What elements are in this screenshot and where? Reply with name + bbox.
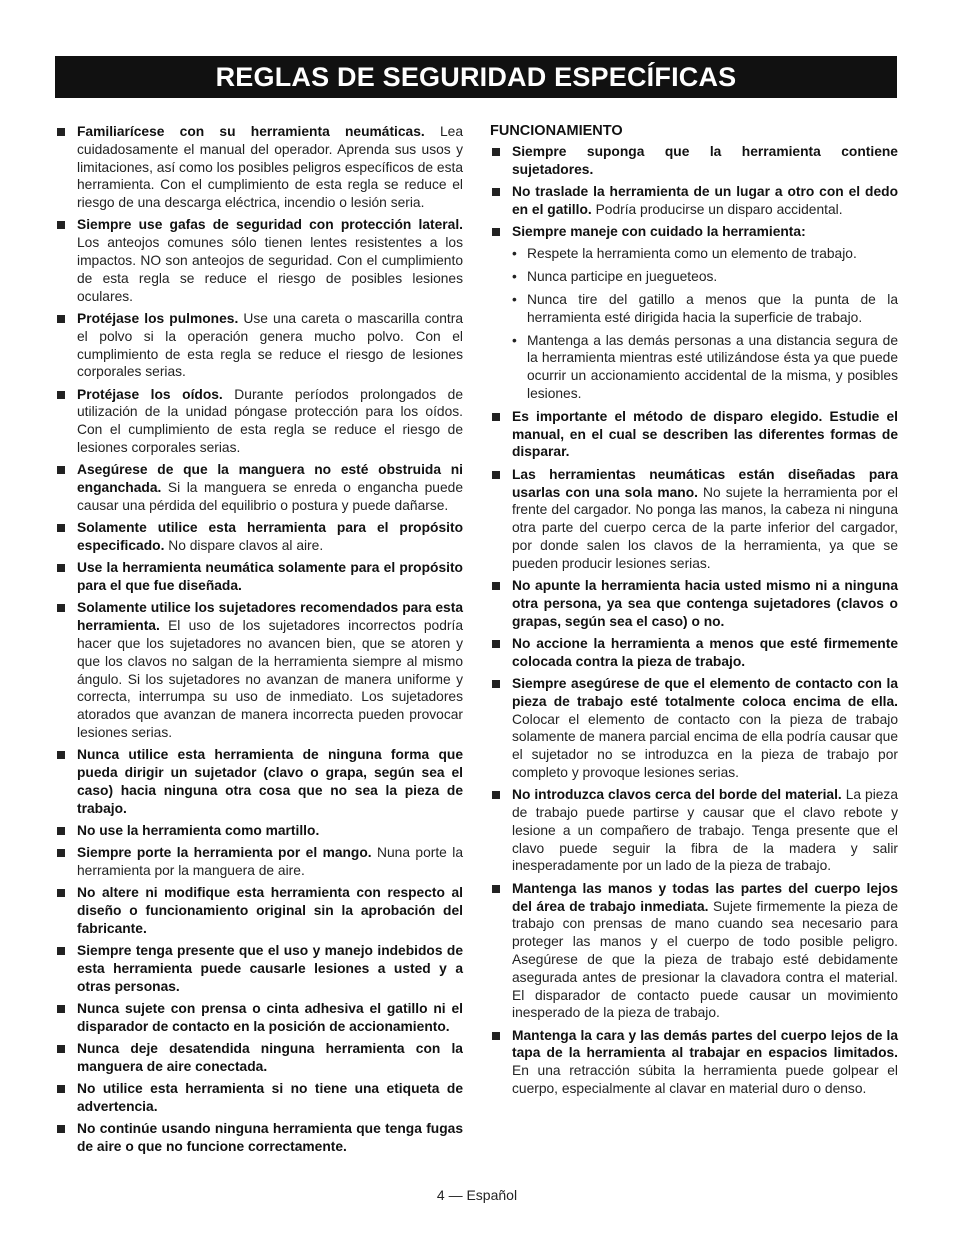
rule-bold-text: Nunca deje desatendida ninguna herramienta con la manguera de aire conectada. xyxy=(77,1041,463,1075)
rule-bold-text: No introduzca clavos cerca del borde del material. xyxy=(512,787,842,803)
rule-bold-text: Asegúrese de que la manguera no esté obstruida ni enganchada. xyxy=(77,462,463,496)
rule-text: Durante períodos prolongados de utilización de la unidad póngase protección para los oídos. Con el cumplimiento de esta regla se reduce el riesgo de lesiones corporales serias. xyxy=(77,386,463,456)
safety-rule xyxy=(55,1120,463,1156)
rule-bold-text: Siempre suponga que la herramienta contiene sujetadores. xyxy=(512,144,898,177)
safety-rule xyxy=(490,635,898,671)
safety-rule xyxy=(55,216,463,305)
rule-bold-text: Use la herramienta neumática solamente para el propósito para el que fue diseñada. xyxy=(77,560,463,594)
rule-bold-text: Protéjase los oídos. xyxy=(77,386,223,402)
rule-bold-text: No use la herramienta como martillo. xyxy=(77,822,320,838)
safety-rule xyxy=(55,822,463,840)
rule-bold-text: Familiarícese con su herramienta neumáticas. xyxy=(77,124,425,139)
square-bullet-icon xyxy=(57,128,65,136)
sub-rule xyxy=(490,291,898,327)
rule-bold-text: Siempre use gafas de seguridad con protección lateral. xyxy=(77,217,463,233)
square-bullet-icon xyxy=(492,148,500,156)
square-bullet-icon xyxy=(492,188,500,196)
square-bullet-icon xyxy=(57,1125,65,1133)
rule-text: En una retracción súbita la herramienta puede golpear el cuerpo, especialmente al clavar en material duro o denso. xyxy=(512,1063,898,1097)
square-bullet-icon xyxy=(57,1085,65,1093)
square-bullet-icon xyxy=(492,471,500,479)
rule-text: Colocar el elemento de contacto con la pieza de trabajo solamente de manera parcial encima de ella podría causar que el sujetador no se introduzca en la pieza de trabajo por completo y provoque lesiones serias. xyxy=(512,711,898,780)
square-bullet-icon xyxy=(492,680,500,688)
square-bullet-icon xyxy=(492,413,500,421)
rule-text: Lea cuidadosamente el manual del operador. Aprenda sus usos y limitaciones, así como los posibles peligros específicos de esta herramienta. Con el cumplimiento de esta regla se reduce el riesgo de una descarga eléctrica, incendio o lesión seria. xyxy=(77,124,463,211)
square-bullet-icon xyxy=(57,1005,65,1013)
rule-bold-text: Solamente utilice esta herramienta para el propósito especificado. xyxy=(77,520,463,554)
rule-bold-text: Mantenga la cara y las demás partes del cuerpo lejos de la tapa de la herramienta al trabajar en espacios limitados. xyxy=(512,1027,898,1061)
square-bullet-icon xyxy=(57,524,65,532)
safety-rule xyxy=(55,559,463,595)
rule-text: Si la manguera se enreda o engancha puede causar una pérdida del equilibrio o postura y puede dañarse. xyxy=(77,480,463,513)
square-bullet-icon xyxy=(57,466,65,474)
page-footer: 4 — Español xyxy=(436,1187,518,1203)
rule-text: La pieza de trabajo puede partirse y causar que el clavo rebote y lesione a un compañero de trabajo. Tenga presente que el clavo puede seguir la fibra de la madera y salir inesperadamente por un lado de la pieza de trabajo. xyxy=(512,787,898,874)
safety-rule xyxy=(490,408,898,461)
square-bullet-icon xyxy=(492,1032,500,1040)
rule-text: No sujete la herramienta por el frente del cargador. No ponga las manos, la cabeza ni ninguna otra parte del cuerpo cerca de la parte inferior del cargador, por donde salen los clavos de la herramienta, ya que se pueden producir lesiones serias. xyxy=(512,484,898,571)
safety-rule xyxy=(490,577,898,630)
dot-bullet-icon: • xyxy=(512,269,517,285)
rule-bold-text: No altere ni modifique esta herramienta con respecto al diseño o funcionamiento original sin la aprobación del fabricante. xyxy=(77,885,463,936)
safety-rule xyxy=(490,1027,898,1098)
rule-bold-text: Nunca utilice esta herramienta de ninguna forma que pueda dirigir un sujetador (clavo o grapa, según sea el caso) hacia ninguna otra cosa que no sea la pieza de trabajo. xyxy=(77,747,463,816)
square-bullet-icon xyxy=(57,889,65,897)
page-title: REGLAS DE SEGURIDAD ESPECÍFICAS xyxy=(215,61,737,92)
rule-bold-text: Siempre asegúrese de que el elemento de contacto con la pieza de trabajo esté totalmente coloca encima de ella. xyxy=(512,676,898,709)
safety-rule xyxy=(490,143,898,179)
sub-rule xyxy=(490,245,898,263)
square-bullet-icon xyxy=(57,947,65,955)
square-bullet-icon xyxy=(492,228,500,236)
rule-bold-text: Solamente utilice los sujetadores recomendados para esta herramienta. xyxy=(77,600,463,634)
square-bullet-icon xyxy=(57,315,65,323)
sub-rule-text: Nunca tire del gatillo a menos que la punta de la herramienta esté dirigida hacia la superficie de trabajo. xyxy=(527,292,898,325)
square-bullet-icon xyxy=(57,751,65,759)
safety-rule xyxy=(55,884,463,937)
rule-text: El uso de los sujetadores incorrectos podría hacer que los sujetadores no avancen bien, que se atoren y que los clavos no salgan de la herramienta siempre al mismo ángulo. Si los sujetadores no avanzan de manera uniforme y correcta, interrumpa su uso de inmediato. Los sujetadores atorados que avanzan de manera incorrecta pueden provocar lesiones serias. xyxy=(77,618,463,740)
square-bullet-icon xyxy=(492,582,500,590)
safety-rule xyxy=(55,461,463,514)
safety-rule xyxy=(55,1080,463,1116)
safety-rule xyxy=(490,223,898,241)
safety-rule xyxy=(490,183,898,219)
sub-rule-text: Respete la herramienta como un elemento de trabajo. xyxy=(527,246,857,262)
rule-bold-text: Nunca sujete con prensa o cinta adhesiva el gatillo ni el disparador de contacto en la posición de accionamiento. xyxy=(77,1001,463,1034)
rule-bold-text: Protéjase los pulmones. xyxy=(77,310,239,326)
rule-text: Nuna porte la herramienta por la manguera de aire. xyxy=(77,845,463,879)
rule-bold-text: No apunte la herramienta hacia usted mismo ni a ninguna otra persona, ya sea que contenga sujetadores (clavos o grapas, según sea el caso) o no. xyxy=(512,578,898,629)
sub-rule xyxy=(490,332,898,403)
rule-bold-text: Siempre maneje con cuidado la herramienta: xyxy=(512,224,806,240)
rule-bold-text: Siempre porte la herramienta por el mango. xyxy=(77,845,372,861)
left-column xyxy=(55,123,463,1161)
sub-rule xyxy=(490,268,898,286)
square-bullet-icon xyxy=(57,827,65,835)
rule-bold-text: Es importante el método de disparo elegido. Estudie el manual, en el cual se describen las diferentes formas de disparar. xyxy=(512,408,898,460)
safety-rule xyxy=(55,310,463,381)
sub-rule-text: Mantenga a las demás personas a una distancia segura de la herramienta mientras esté utilizándose ésta ya que puede ocurrir un accionamiento accidental de la misma, y posibles lesiones. xyxy=(527,332,898,402)
rule-bold-text: No accione la herramienta a menos que esté firmemente colocada contra la pieza de trabajo. xyxy=(512,635,898,669)
rule-bold-text: No utilice esta herramienta si no tiene una etiqueta de advertencia. xyxy=(77,1081,463,1115)
square-bullet-icon xyxy=(57,221,65,229)
square-bullet-icon xyxy=(492,640,500,648)
safety-rule xyxy=(490,466,898,573)
safety-rule xyxy=(55,746,463,817)
rule-bold-text: Las herramientas neumáticas están diseñadas para usarlas con una sola mano. xyxy=(512,466,898,500)
square-bullet-icon xyxy=(57,604,65,612)
square-bullet-icon xyxy=(492,791,500,799)
square-bullet-icon xyxy=(57,564,65,572)
safety-rule xyxy=(55,386,463,457)
safety-rule xyxy=(55,519,463,555)
rule-bold-text: No continúe usando ninguna herramienta que tenga fugas de aire o que no funcione correctamente. xyxy=(77,1121,463,1155)
right-column xyxy=(490,123,898,1102)
rule-text: Los anteojos comunes sólo tienen lentes resistentes a los impactos. NO son anteojos de seguridad. Con el cumplimiento de esta regla se reduce el riesgo de posibles lesiones oculares. xyxy=(77,235,463,304)
dot-bullet-icon: • xyxy=(512,246,517,262)
square-bullet-icon xyxy=(57,391,65,399)
square-bullet-icon xyxy=(492,885,500,893)
safety-rule xyxy=(490,880,898,1022)
dot-bullet-icon: • xyxy=(512,332,517,348)
safety-rule xyxy=(55,942,463,995)
safety-rule xyxy=(55,1040,463,1076)
rule-bold-text: Siempre tenga presente que el uso y manejo indebidos de esta herramienta puede causarle lesiones a usted y a otras personas. xyxy=(77,943,463,994)
dot-bullet-icon: • xyxy=(512,292,517,308)
rule-text: Use una careta o mascarilla contra el polvo si la operación genera mucho polvo. Con el cumplimiento de esta regla se reduce el riesgo de lesiones corporales serias. xyxy=(77,310,463,380)
rule-text: Podría producirse un disparo accidental. xyxy=(591,201,843,217)
rule-text: No dispare clavos al aire. xyxy=(164,538,324,554)
square-bullet-icon xyxy=(57,849,65,857)
safety-rule xyxy=(490,786,898,875)
safety-rule xyxy=(55,844,463,880)
rule-text: Sujete firmemente la pieza de trabajo con prensas de mano cuando sea necesario para proteger las manos y el cuerpo de todo posible peligro. Asegúrese de que la pieza de trabajo esté debidamente asegurada antes de presionar la clavadora contra el material. El disparador de contacto puede causar un movimiento inesperado de la pieza de trabajo. xyxy=(512,898,898,1021)
title-banner xyxy=(55,56,897,98)
safety-rule xyxy=(55,123,463,212)
rule-bold-text: No traslade la herramienta de un lugar a otro con el dedo en el gatillo. xyxy=(512,184,898,217)
section-heading: FUNCIONAMIENTO xyxy=(490,123,623,139)
rule-bold-text: Mantenga las manos y todas las partes del cuerpo lejos del área de trabajo inmediata. xyxy=(512,880,898,914)
safety-rule xyxy=(55,599,463,741)
safety-rule xyxy=(490,675,898,782)
safety-rule xyxy=(55,1000,463,1036)
square-bullet-icon xyxy=(57,1045,65,1053)
sub-rule-text: Nunca participe en juegueteos. xyxy=(527,269,718,285)
